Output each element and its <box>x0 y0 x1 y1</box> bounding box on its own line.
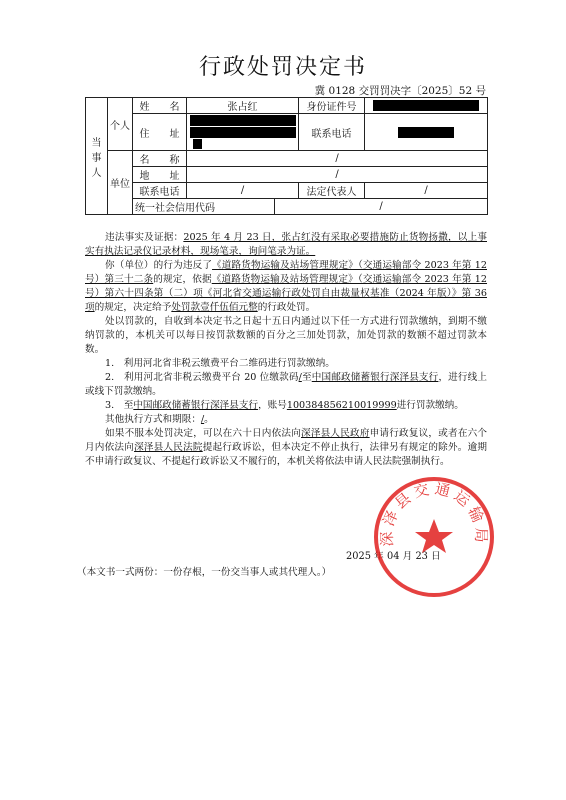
penalty-basis: 《道路货物运输及站场管理规定》（交通运输部令 2023 年第 12 号）第六十四条第（二）项《河北省交通运输行政处罚自由裁量权基准（2024 年版）》第 36 项 <box>85 274 488 313</box>
pay3-suffix: 进行罚款缴纳。 <box>396 400 464 411</box>
seal-text: 深泽县交通运输局 <box>377 479 491 547</box>
other-value: / <box>200 414 205 425</box>
other-methods <box>85 413 487 427</box>
id-redaction <box>373 100 479 111</box>
penalty-suffix: 的行政处罚。 <box>257 302 316 313</box>
violation-intro: 你（单位）的行为违反了 <box>105 260 213 271</box>
facts-paragraph <box>85 231 487 259</box>
pay3-account: 100384856210019999 <box>286 400 397 411</box>
payment-method-3 <box>85 399 487 413</box>
address-redaction-1 <box>190 115 296 126</box>
other-suffix: 。 <box>204 414 214 425</box>
remedy-middle: 申请行政复议，或者在六个月内依法向 <box>85 428 488 453</box>
pay2-bank: 中国邮政储蓄银行深泽县支行 <box>311 372 439 383</box>
address-value <box>187 114 299 151</box>
credit-code-value: / <box>275 199 488 215</box>
court-name: 深泽县人民法院 <box>134 442 203 453</box>
party-info-table <box>85 97 488 215</box>
remedy-intro: 如果不服本处罚决定，可以在六十日内依法向 <box>105 428 302 439</box>
official-seal <box>370 473 498 601</box>
phone-label: 联系电话 <box>299 114 365 151</box>
document-number: 冀 0128 交罚罚决字〔2025〕52 号 <box>314 85 486 97</box>
seal-star <box>415 519 453 553</box>
legal-rep-value: / <box>365 183 488 199</box>
unit-address-value: / <box>187 167 488 183</box>
pay2-suffix: ，进行线上或线下罚款缴纳。 <box>85 372 488 397</box>
unit-address-label: 地 址 <box>133 167 187 183</box>
pay3-text: 3. 至 <box>105 400 134 411</box>
pay3-account-label: ，账号 <box>258 400 287 411</box>
remedy-paragraph <box>85 427 487 469</box>
phone-redaction <box>398 127 454 138</box>
unit-label: 单位 <box>108 151 133 215</box>
pay3-bank: 中国邮政储蓄银行深泽县支行 <box>133 400 259 411</box>
document-body <box>85 231 487 469</box>
violation-connector: 的规定，依据 <box>153 274 212 285</box>
penalty-amount: 处罚款壹仟伍佰元整 <box>171 302 258 313</box>
violated-regulation: 《道路货物运输及站场管理规定》（交通运输部令 2023 年第 12 号）第三十二条 <box>85 260 487 285</box>
party-row-label: 当事人 <box>86 98 108 215</box>
violation-paragraph <box>85 259 487 315</box>
address-label: 住 址 <box>133 114 187 151</box>
issue-date: 2025 年 04 月 23 日 <box>346 551 441 562</box>
legal-rep-label: 法定代表人 <box>299 183 365 199</box>
review-authority: 深泽县人民政府 <box>301 428 370 439</box>
id-label: 身份证件号 <box>299 98 365 114</box>
address-redaction-3 <box>193 139 202 149</box>
other-label: 其他执行方式和期限： <box>105 414 201 425</box>
unit-phone-label: 联系电话 <box>133 183 187 199</box>
payment-method-1: 1. 利用河北省非税云缴费平台二维码进行罚款缴纳。 <box>105 358 335 369</box>
document-title: 行政处罚决定书 <box>198 55 367 80</box>
name-value: 张占红 <box>187 98 299 114</box>
name-label: 姓 名 <box>133 98 187 114</box>
remedy-tail: 提起行政诉讼，但本决定不停止执行，法律另有规定的除外。逾期不申请行政复议、不提起行政诉讼又不履行的，本机关将依法申请人民法院强制执行。 <box>85 442 488 467</box>
id-value <box>365 98 488 114</box>
credit-code-label: 统一社会信用代码 <box>133 199 275 215</box>
phone-value <box>365 114 488 151</box>
unit-phone-value: / <box>187 183 299 199</box>
copy-note: （本文书一式两份：一份存根，一份交当事人或其代理人。） <box>77 567 332 578</box>
basis-connector: 的规定，决定给予 <box>94 302 172 313</box>
unit-name-value: / <box>187 151 488 167</box>
facts-text: 2025 年 4 月 23 日，张占红没有采取必要措施防止货物扬撒，以上事实有执法记录仪记录材料，现场笔录，询问笔录为证。 <box>85 232 487 257</box>
pay2-text: 2. 利用河北省非税云缴费平台 20 位缴款码 <box>105 372 299 383</box>
pay2-to: 至 <box>301 372 312 383</box>
payment-method-2 <box>85 371 487 399</box>
pay2-code: / <box>298 372 302 383</box>
facts-label: 违法事实及证据： <box>105 232 184 243</box>
person-label: 个人 <box>108 98 133 151</box>
address-redaction-2 <box>190 127 296 138</box>
payment-intro: 处以罚款的，自收到本决定书之日起十五日内通过以下任一方式进行罚款缴纳，到期不缴纳罚款的，本机关可以每日按罚款数额的百分之三加处罚款，加处罚款的数额不超过罚款本数。 <box>85 316 487 355</box>
unit-name-label: 名 称 <box>133 151 187 167</box>
